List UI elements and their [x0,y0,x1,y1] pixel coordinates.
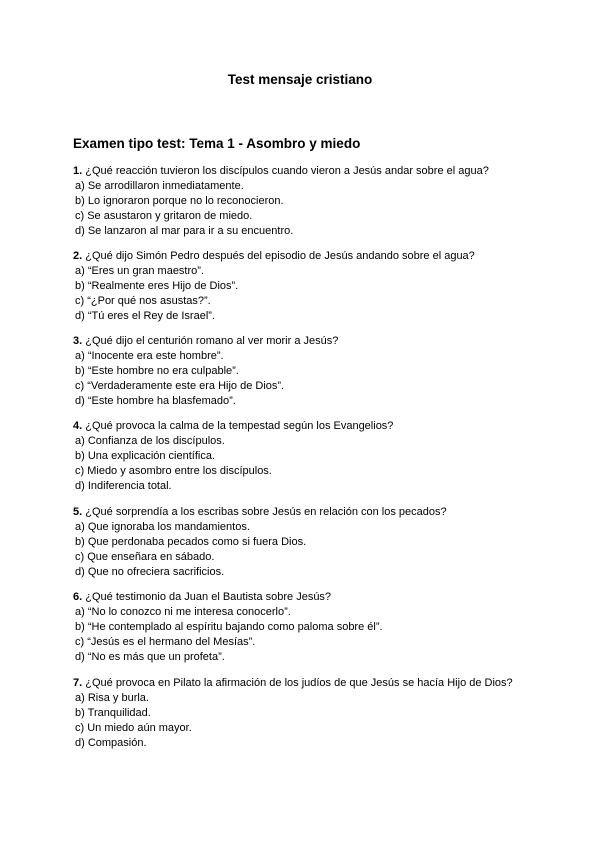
answer-option: d) “Tú eres el Rey de Israel”. [75,310,215,322]
question-block [73,419,543,494]
question-number: 1. [73,165,83,177]
question-block [73,334,543,409]
question-block [73,249,543,324]
question-text: ¿Qué dijo Simón Pedro después del episodio de Jesús andando sobre el agua? [85,250,475,262]
answer-option: c) Miedo y asombro entre los discípulos. [75,465,272,477]
question-block [73,676,543,751]
question-text: ¿Qué testimonio da Juan el Bautista sobre Jesús? [85,591,332,603]
section-title: Examen tipo test: Tema 1 - Asombro y miedo [73,136,361,151]
question-text-line [73,249,543,264]
question-text-line [73,590,543,605]
question-text: ¿Qué dijo el centurión romano al ver morir a Jesús? [85,335,339,347]
answer-option: d) Compasión. [75,737,147,749]
question-text: ¿Qué sorprendía a los escribas sobre Jesús en relación con los pecados? [85,506,447,518]
answer-option: a) “Eres un gran maestro”. [75,265,204,277]
question-text: ¿Qué provoca en Pilato la afirmación de los judíos de que Jesús se hacía Hijo de Dios? [85,677,513,689]
answer-option: d) Que no ofreciera sacrificios. [75,566,225,578]
document-title: Test mensaje cristiano [227,72,373,87]
question-number: 3. [73,335,83,347]
answer-option: c) Un miedo aún mayor. [75,722,192,734]
answer-option: a) Se arrodillaron inmediatamente. [75,180,244,192]
question-block [73,505,543,580]
answer-option: d) “Este hombre ha blasfemado”. [75,395,236,407]
answer-option: b) “He contemplado al espíritu bajando como paloma sobre él”. [75,621,383,633]
question-number: 2. [73,250,83,262]
question-block [73,590,543,665]
answer-option: d) “No es más que un profeta”. [75,651,225,663]
question-number: 6. [73,591,83,603]
answer-option: d) Indiferencia total. [75,480,172,492]
answer-option: a) Que ignoraba los mandamientos. [75,521,250,533]
question-number: 4. [73,420,83,432]
answer-option: b) Lo ignoraron porque no lo reconocieron. [75,195,284,207]
answer-option: a) Risa y burla. [75,692,149,704]
answer-option: c) “Jesús es el hermano del Mesías”. [75,636,256,648]
answer-option: d) Se lanzaron al mar para ir a su encuentro. [75,225,294,237]
question-text-line [73,164,543,179]
answer-option: a) “Inocente era este hombre”. [75,350,224,362]
question-number: 7. [73,677,83,689]
question-text: ¿Qué provoca la calma de la tempestad según los Evangelios? [85,420,394,432]
answer-option: b) “Realmente eres Hijo de Dios”. [75,280,239,292]
answer-option: a) “No lo conozco ni me interesa conocerlo”. [75,606,291,618]
answer-option: c) Que enseñara en sábado. [75,551,215,563]
question-text: ¿Qué reacción tuvieron los discípulos cuando vieron a Jesús andar sobre el agua? [85,165,489,177]
question-text-line [73,505,543,520]
question-number: 5. [73,506,83,518]
answer-option: a) Confianza de los discípulos. [75,435,225,447]
answer-option: c) “Verdaderamente este era Hijo de Dios”. [75,380,285,392]
question-text-line [73,676,543,691]
answer-option: c) “¿Por qué nos asustas?”. [75,295,211,307]
answer-option: c) Se asustaron y gritaron de miedo. [75,210,253,222]
question-text-line [73,419,543,434]
answer-option: b) “Este hombre no era culpable”. [75,365,239,377]
question-block [73,164,543,239]
answer-option: b) Tranquilidad. [75,707,151,719]
question-text-line [73,334,543,349]
answer-option: b) Una explicación científica. [75,450,216,462]
answer-option: b) Que perdonaba pecados como si fuera Dios. [75,536,307,548]
